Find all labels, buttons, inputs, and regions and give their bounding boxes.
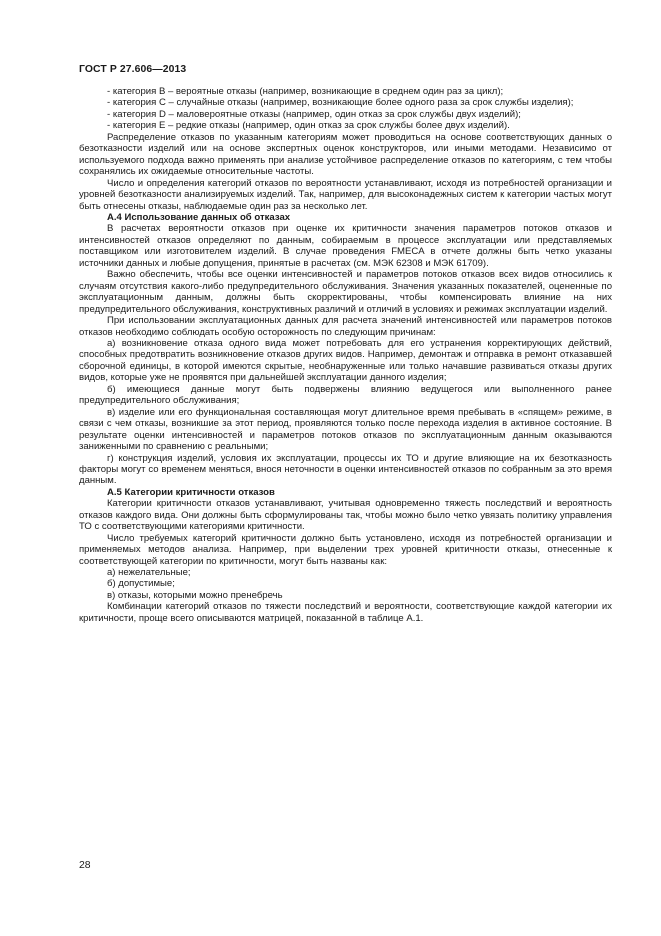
paragraph-reason-d: г) конструкция изделий, условия их эксплуатации, процессы их ТО и другие влияющие на их безотказность факторы могут со временем меняться, внося неточности в оценки интенсивностей отказов по собранным за это время данным. [79,452,612,487]
paragraph-criticality-categories: Категории критичности отказов устанавливают, учитывая одновременно тяжесть последствий и вероятность отказов каждого вида. Они должны быть сформулированы так, чтобы можно было четко увязать политику управления ТО с соответствующими категориями критичности. [79,498,612,533]
paragraph-criticality-count: Число требуемых категорий критичности должно быть установлено, исходя из потребностей организации и применяемых методов анализа. Например, при выделении трех уровней критичности отказы, отнесенные к соответствующей категории по критичности, могут быть названы как: [79,532,612,567]
list-item-undesirable: а) нежелательные; [107,567,191,579]
paragraph-operational-data-caution: При использовании эксплуатационных данных для расчета значений интенсивностей или параметров потоков отказов необходимо соблюдать особую осторожность по следующим причинам: [79,315,612,338]
list-item-negligible: в) отказы, которыми можно пренебречь [107,589,283,601]
paragraph-reason-b: б) имеющиеся данные могут быть подвержены влиянию ведущегося или выполненного ранее предупредительного обслуживания; [79,383,612,407]
document-body [79,86,612,624]
paragraph-reason-a: а) возникновение отказа одного вида может потребовать для его устранения корректирующих действий, способных предотвратить возникновение отказов других видов. Например, демонтаж и отправка в ремонт отказавшей сборочной единицы, в которой имеются скрытые, необнаруженные или только начавшие развиваться отказы других видов, которые уже не проявятся при дальнейшей эксплуатации данного изделия; [79,337,612,384]
paragraph-category-c: - категория C – случайные отказы (например, возникающие более одного раза за срок службы изделия); [107,97,574,109]
paragraph-reason-c: в) изделие или его функциональная составляющая могут длительное время пребывать в «спящем» режиме, в связи с чем отказы, возникшие за этот период, проявляются только после перехода изделия в активное состояние. В результате оценки интенсивностей и параметров потоков отказов по эксплуатационным данным оказываются заниженными по сравнению с реальными; [79,406,612,453]
list-item-acceptable: б) допустимые; [107,578,175,590]
paragraph-category-count: Число и определения категорий отказов по вероятности устанавливают, исходя из потребностей организации и уровней безотказности анализируемых изделий. Так, например, для высоконадежных систем к категории частых могут быть отнесены отказы, наблюдаемые один раз за несколько лет. [79,177,612,212]
paragraph-preventive-maintenance: Важно обеспечить, чтобы все оценки интенсивностей и параметров потоков отказов всех видов относились к случаям отсутствия какого-либо предупредительного обслуживания. Значения указанных показателей, оцененные по эксплуатационным данным, должны быть скорректированы, чтобы компенсировать влияние на них предупредительного обслуживания, конструктивных различий и отличий в условиях и режимах эксплуатации изделий. [79,269,612,315]
paragraph-distribution: Распределение отказов по указанным категориям может проводиться на основе соответствующих данных о безотказности изделий или на основе экспертных оценок конструкторов, или иными методами. Независимо от используемого подхода важно применять при анализе устойчивое распределение отказов по категориям, с тем чтобы сохранялись их ожидаемые относительные частоты. [79,131,612,178]
paragraph-category-b: - категория B – вероятные отказы (например, возникающие в среднем один раз за цикл); [107,86,504,97]
page-number: 28 [79,860,91,871]
document-header: ГОСТ Р 27.606—2013 [79,64,187,75]
paragraph-failure-calculations: В расчетах вероятности отказов при оценке их критичности значения параметров потоков отказов и интенсивностей отказов определяют по данным, собираемым в процессе эксплуатации или представляемых поставщиком или изготовителем изделий. В случае проведения FMECA в отчете должны быть четко указаны источники данных и любые допущения, принятые в расчетах (см. МЭК 62308 и МЭК 61709). [79,223,612,269]
paragraph-matrix-reference: Комбинации категорий отказов по тяжести последствий и вероятности, соответствующие каждой категории их критичности, проще всего описываются матрицей, показанной в таблице А.1. [79,601,612,624]
paragraph-category-e: - категория E – редкие отказы (например, один отказ за срок службы более двух изделий). [107,120,510,132]
paragraph-category-d: - категория D – маловероятные отказы (например, один отказ за срок службы двух изделий); [107,108,521,120]
section-heading-a5: A.5 Категории критичности отказов [107,486,275,498]
section-heading-a4: A.4 Использование данных об отказах [107,211,291,223]
